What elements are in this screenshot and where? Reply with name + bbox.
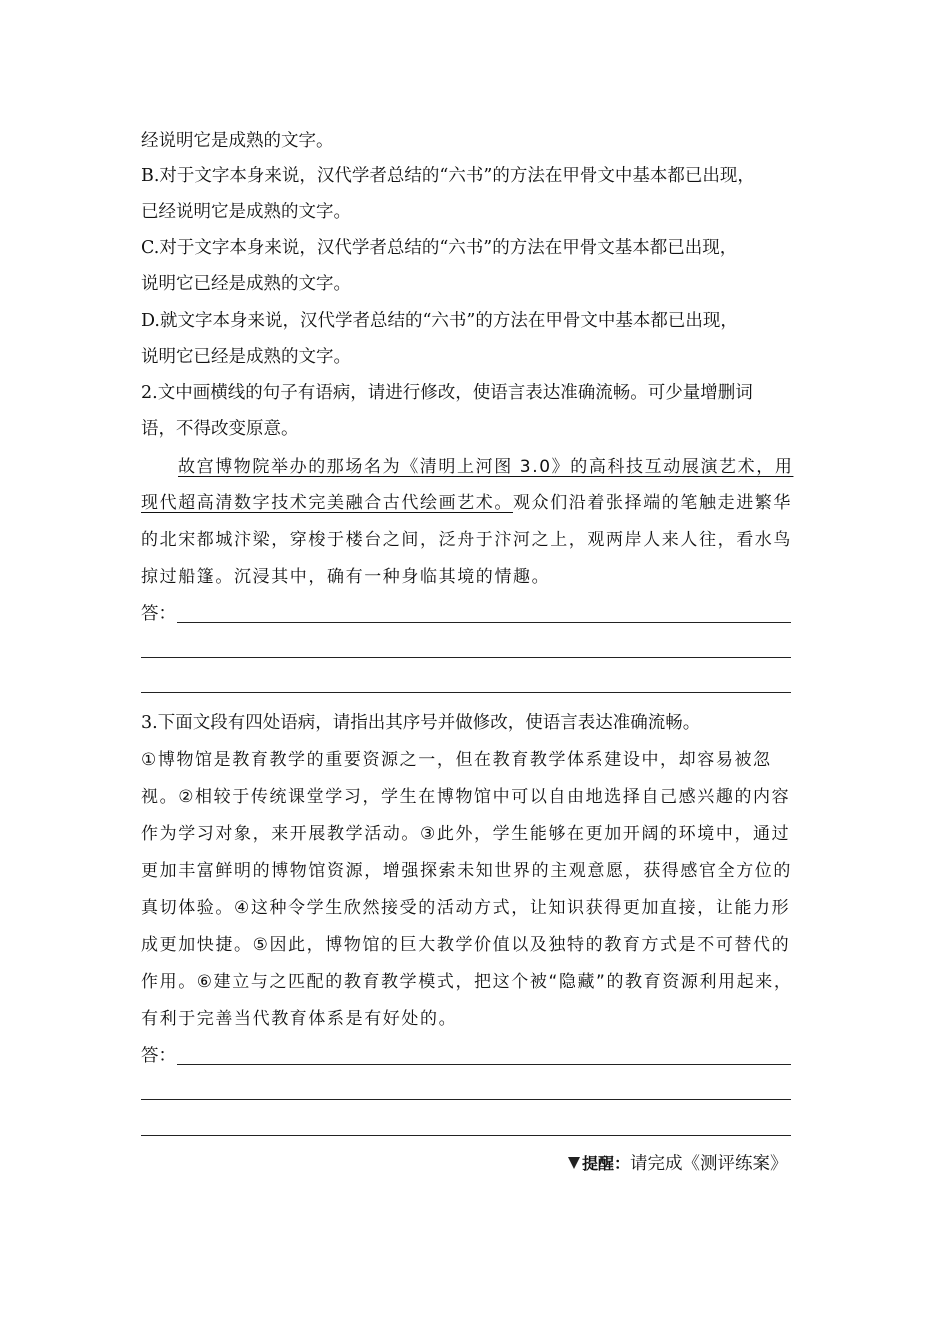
passage-line2 (141, 490, 792, 516)
passage-line1-underlined: 故宫博物院举办的那场名为《清明上河图 3.0》的高科技互动展演艺术，用 (178, 457, 794, 477)
question-3-line-1: ①博物馆是教育教学的重要资源之一，但在教育教学体系建设中，却容易被忽 (141, 750, 772, 770)
question-3-answer-line-1[interactable] (177, 1064, 791, 1065)
option-b-line2: 已经说明它是成熟的文字。 (141, 202, 351, 222)
reminder-note (568, 1151, 788, 1177)
question-3-line-6: 成更加快捷。⑤因此，博物馆的巨大教学价值以及独特的教育方式是不可替代的 (141, 935, 791, 955)
question-3-line-4: 更加丰富鲜明的博物馆资源，增强探索未知世界的主观意愿，获得感官全方位的 (141, 861, 792, 881)
passage-line4: 掠过船篷。沉浸其中，确有一种身临其境的情趣。 (141, 567, 551, 587)
option-a-continuation: 经说明它是成熟的文字。 (141, 131, 334, 151)
passage-line2-underlined: 现代超高清数字技术完美融合古代绘画艺术。 (141, 493, 513, 513)
question-3-line-5: 真切体验。④这种令学生欣然接受的活动方式，让知识获得更加直接，让能力形 (141, 898, 791, 918)
question-3-line-8: 有利于完善当代教育体系是有好处的。 (141, 1009, 458, 1029)
question-3-prompt: 3.下面文段有四处语病，请指出其序号并做修改，使语言表达准确流畅。 (141, 713, 701, 733)
question-2-answer-line-3[interactable] (141, 692, 791, 693)
option-d-line1: D.就文字本身来说，汉代学者总结的“六书”的方法在甲骨文中基本都已出现， (141, 311, 738, 331)
question-3-answer-line-3[interactable] (141, 1135, 791, 1136)
triangle-down-icon (568, 1157, 580, 1169)
question-2-answer-line-1[interactable] (177, 622, 791, 623)
question-3-answer-label: 答： (141, 1046, 176, 1066)
question-2-prompt-line1: 2.文中画横线的句子有语病，请进行修改，使语言表达准确流畅。可少量增删词 (141, 383, 753, 403)
question-2-prompt-line2: 语，不得改变原意。 (141, 419, 299, 439)
reminder-label: 提醒： (582, 1154, 631, 1173)
option-c-line2: 说明它已经是成熟的文字。 (141, 274, 351, 294)
passage-line3: 的北宋都城汴梁，穿梭于楼台之间，泛舟于汴河之上，观两岸人来人往，看水鸟 (141, 530, 792, 550)
option-b-line1: B.对于文字本身来说，汉代学者总结的“六书”的方法在甲骨文中基本都已出现， (141, 166, 755, 186)
question-3-line-2: 视。②相较于传统课堂学习，学生在博物馆中可以自由地选择自己感兴趣的内容 (141, 787, 791, 807)
question-3-line-7: 作用。⑥建立与之匹配的教育教学模式，把这个被“隐藏”的教育资源利用起来， (141, 972, 793, 992)
option-c-line1: C.对于文字本身来说，汉代学者总结的“六书”的方法在甲骨文基本都已出现， (141, 238, 738, 258)
passage-line2-rest: 观众们沿着张择端的笔触走进繁华 (513, 493, 792, 513)
reminder-text: 请完成《测评练案》 (630, 1154, 788, 1174)
question-3-line-3: 作为学习对象，来开展教学活动。③此外，学生能够在更加开阔的环境中，通过 (141, 824, 791, 844)
question-2-answer-label: 答： (141, 604, 176, 624)
option-d-line2: 说明它已经是成熟的文字。 (141, 347, 351, 367)
question-2-answer-line-2[interactable] (141, 657, 791, 658)
question-3-answer-line-2[interactable] (141, 1099, 791, 1100)
